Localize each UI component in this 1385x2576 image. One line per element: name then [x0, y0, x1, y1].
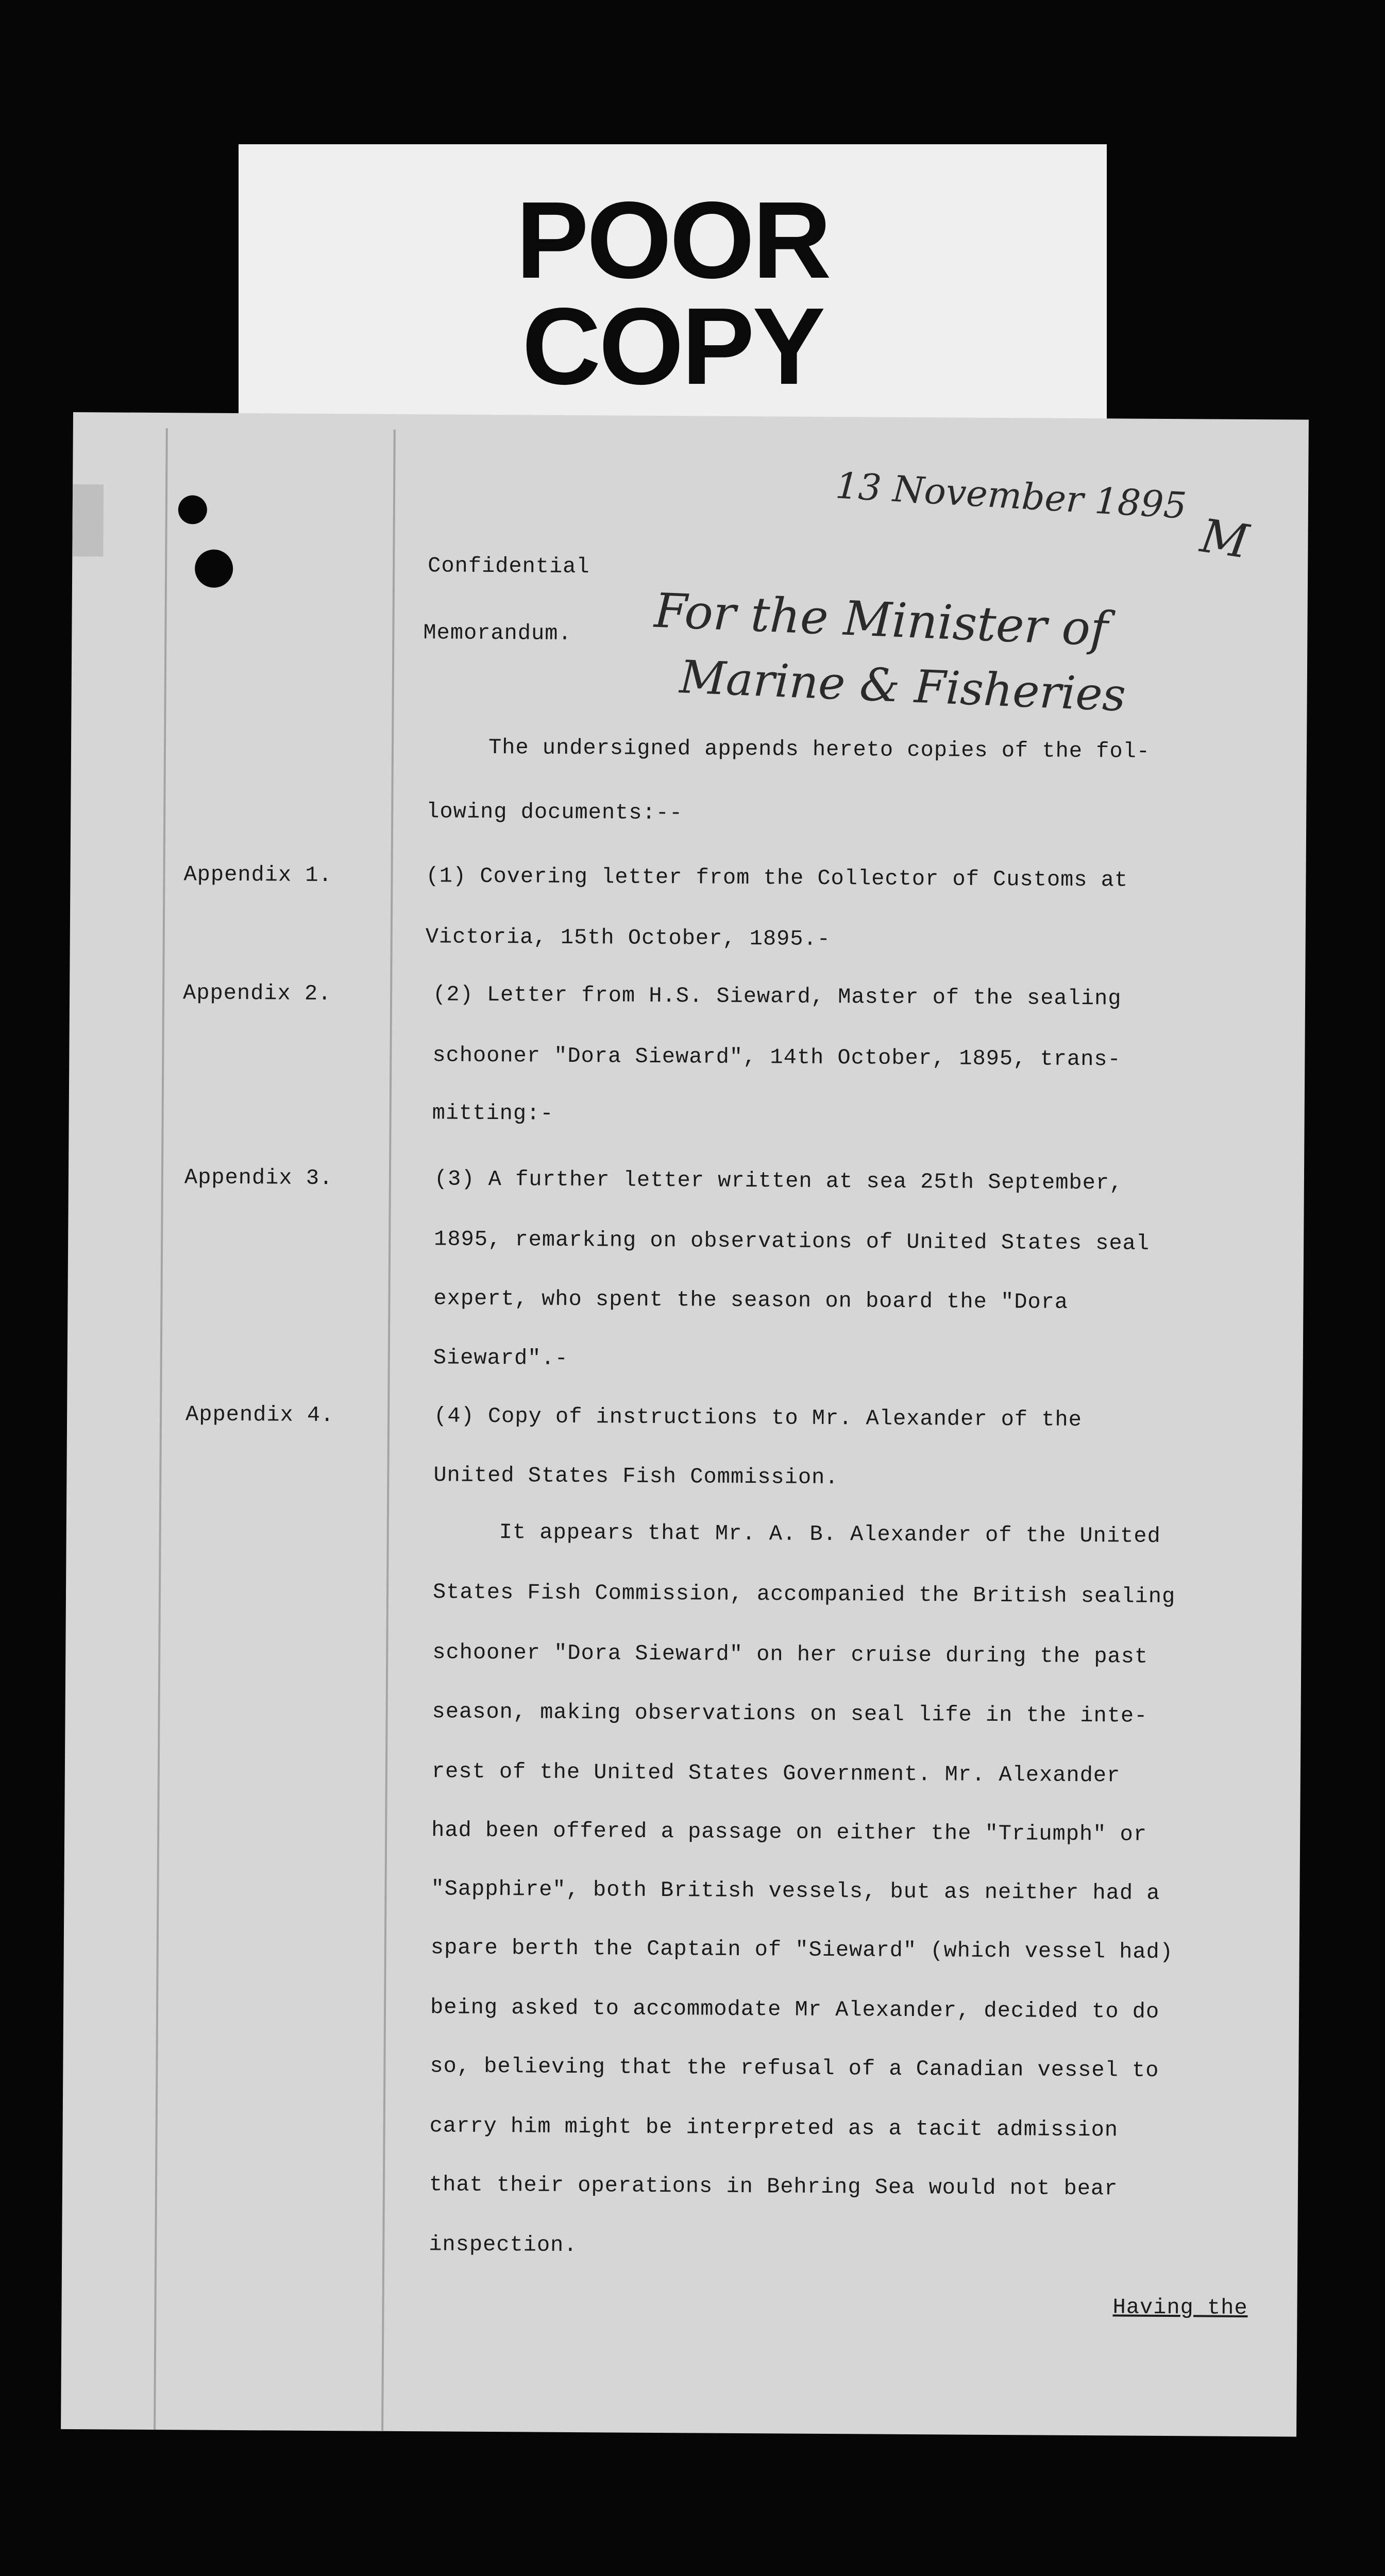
appendix-text-line: 1895, remarking on observations of United States seal	[434, 1227, 1150, 1256]
appendix-text-line: (2) Letter from H.S. Sieward, Master of the sealing	[432, 982, 1122, 1011]
punch-hole-top	[178, 495, 207, 524]
appendix-label: Appendix 4.	[185, 1402, 334, 1428]
body-line: had been offered a passage on either the "Triumph" or	[431, 1818, 1147, 1847]
poor-copy-line2: COPY	[522, 285, 823, 407]
appendix-text-line: (1) Covering letter from the Collector of Customs at	[426, 863, 1128, 893]
handwritten-date: 13 November 1895	[834, 464, 1188, 527]
body-line: so, believing that the refusal of a Canadian vessel to	[430, 2054, 1159, 2083]
poor-copy-line1: POOR	[516, 179, 830, 301]
appendix-text-line: (3) A further letter written at sea 25th September,	[434, 1166, 1123, 1196]
appendix-text-line: mitting:-	[432, 1100, 554, 1126]
tape-mark	[72, 484, 104, 556]
body-line: schooner "Dora Sieward" on her cruise during the past	[432, 1640, 1148, 1669]
body-line: carry him might be interpreted as a tacit admission	[429, 2113, 1119, 2143]
punch-hole-bottom	[195, 549, 233, 587]
body-line: that their operations in Behring Sea would not bear	[429, 2172, 1118, 2201]
poor-copy-stamp	[239, 144, 1107, 422]
body-line: season, making observations on seal life in the inte-	[432, 1699, 1148, 1728]
appendix-label: Appendix 2.	[182, 980, 332, 1007]
appendix-label: Appendix 1.	[183, 862, 332, 888]
handwritten-addressee-line2: Marine & Fisheries	[679, 650, 1127, 722]
memorandum-page	[61, 412, 1309, 2437]
body-line: rest of the United States Government. Mr. Alexander	[431, 1759, 1121, 1788]
body-line: "Sapphire", both British vessels, but as neither had a	[431, 1876, 1160, 1906]
appendix-label: Appendix 3.	[184, 1165, 333, 1191]
appendix-text-line: Victoria, 15th October, 1895.-	[425, 924, 831, 952]
appendix-text-line: Sieward".-	[433, 1345, 568, 1371]
heading-memorandum: Memorandum.	[423, 620, 572, 646]
body-line: spare berth the Captain of "Sieward" (which vessel had)	[430, 1935, 1174, 1965]
appendix-text-line: expert, who spent the season on board the "Dora	[433, 1286, 1069, 1315]
body-line: States Fish Commission, accompanied the British sealing	[432, 1580, 1176, 1609]
body-line: inspection.	[429, 2232, 578, 2258]
body-line: being asked to accommodate Mr Alexander, decided to do	[430, 1995, 1160, 2024]
appendix-text-line: (4) Copy of instructions to Mr. Alexander of the	[433, 1403, 1083, 1432]
margin-rule-outer	[154, 428, 168, 2430]
body-line: It appears that Mr. A. B. Alexander of the United	[499, 1520, 1161, 1549]
handwritten-addressee-line1: For the Minister of	[653, 583, 1109, 657]
appendix-text-line: United States Fish Commission.	[433, 1463, 839, 1490]
appendix-text-line: schooner "Dora Sieward", 14th October, 1895, trans-	[432, 1043, 1121, 1072]
catchword: Having the	[1112, 2295, 1248, 2320]
handwritten-initials: M	[1197, 509, 1252, 569]
intro-line-1: The undersigned appends hereto copies of the fol-	[488, 735, 1151, 764]
intro-line-2: lowing documents:--	[426, 799, 683, 826]
margin-rule-inner	[381, 430, 396, 2431]
heading-confidential: Confidential	[428, 553, 590, 580]
